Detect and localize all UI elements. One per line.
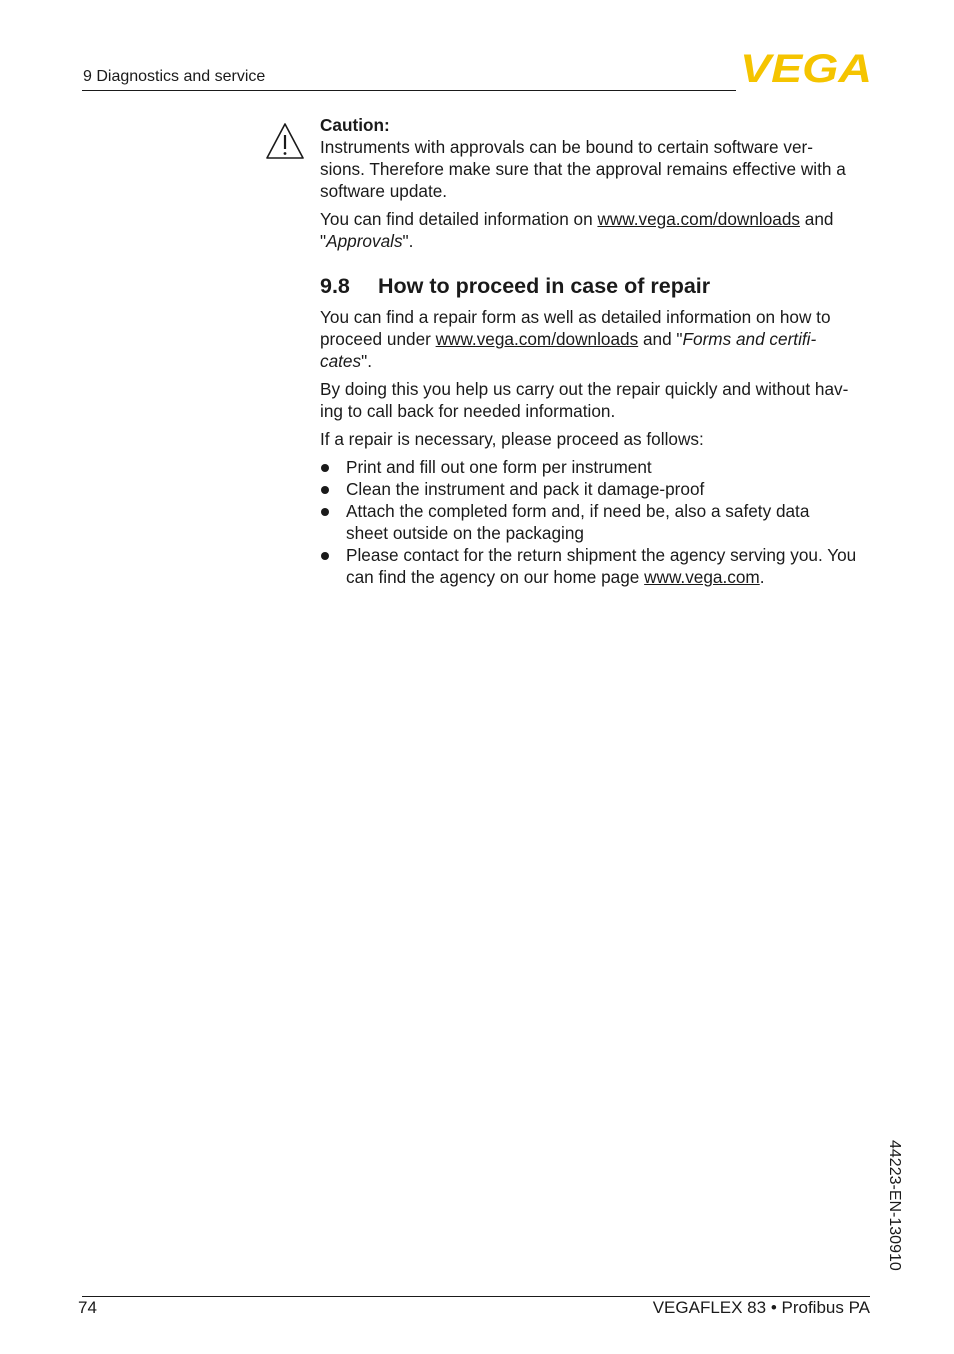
list-item-text: can find the agency on our home page xyxy=(346,567,645,587)
footer-divider xyxy=(82,1296,870,1297)
list-item-text: Print and fill out one form per instrument xyxy=(346,457,652,477)
product-name: VEGAFLEX 83 • Profibus PA xyxy=(652,1298,870,1317)
logo-text: VEGA xyxy=(740,50,872,86)
p1-end: ". xyxy=(361,351,372,371)
downloads-link[interactable]: www.vega.com/downloads xyxy=(597,209,800,229)
caution-block xyxy=(320,114,880,258)
document-code: 44223-EN-130910 xyxy=(886,1140,903,1271)
p2-line: By doing this you help us carry out the repair quickly and without hav- xyxy=(320,379,849,399)
caution-line: sions. Therefore make sure that the approval remains effective with a xyxy=(320,159,846,179)
bullet-icon xyxy=(321,552,329,560)
list-item-text: Attach the completed form and, if need be, also a safety data xyxy=(346,501,810,521)
info-end: ". xyxy=(402,231,414,251)
p1-mid: and " xyxy=(638,329,683,349)
list-item xyxy=(320,544,880,588)
vega-home-link[interactable]: www.vega.com xyxy=(644,567,760,587)
list-item-end: . xyxy=(759,567,765,587)
repair-paragraph-3: If a repair is necessary, please proceed as follows: xyxy=(320,429,704,449)
bullet-icon xyxy=(321,508,329,516)
forms-text: Forms and certifi- xyxy=(682,329,817,349)
repair-paragraph-2 xyxy=(320,378,880,422)
p2-line: ing to call back for needed information. xyxy=(320,401,616,421)
bullet-icon xyxy=(321,464,329,472)
repair-downloads-link[interactable]: www.vega.com/downloads xyxy=(435,329,639,349)
caution-info xyxy=(320,208,880,252)
p1-prefix: proceed under xyxy=(320,329,436,349)
list-item-text: Clean the instrument and pack it damage-proof xyxy=(346,479,705,499)
p1-line: You can find a repair form as well as detailed information on how to xyxy=(320,307,831,327)
repair-steps-list xyxy=(320,456,880,588)
caution-text xyxy=(320,136,880,202)
list-item-text: Please contact for the return shipment the agency serving you. You xyxy=(346,545,857,565)
caution-title: Caution: xyxy=(320,115,390,135)
repair-paragraph-1 xyxy=(320,306,880,372)
list-item xyxy=(320,478,880,500)
page-number: 74 xyxy=(78,1298,97,1317)
section-title: How to proceed in case of repair xyxy=(378,274,711,298)
list-item xyxy=(320,456,880,478)
header-divider xyxy=(82,90,736,91)
warning-triangle-icon xyxy=(265,122,305,160)
bullet-icon xyxy=(321,486,329,494)
section-heading xyxy=(320,274,710,299)
list-item xyxy=(320,500,880,544)
certificates-text: cates xyxy=(320,351,362,371)
caution-line: Instruments with approvals can be bound to certain software ver- xyxy=(320,137,813,157)
list-item-text: sheet outside on the packaging xyxy=(346,523,584,543)
vega-logo xyxy=(740,50,874,86)
info-prefix: You can find detailed information on xyxy=(320,209,598,229)
info-mid: and xyxy=(799,209,834,229)
header-section-title: 9 Diagnostics and service xyxy=(83,68,266,85)
approvals-text: Approvals xyxy=(326,231,403,251)
section-body xyxy=(320,306,880,588)
info-quote: " xyxy=(320,231,327,251)
section-number: 9.8 xyxy=(320,274,350,298)
caution-line: software update. xyxy=(320,181,448,201)
